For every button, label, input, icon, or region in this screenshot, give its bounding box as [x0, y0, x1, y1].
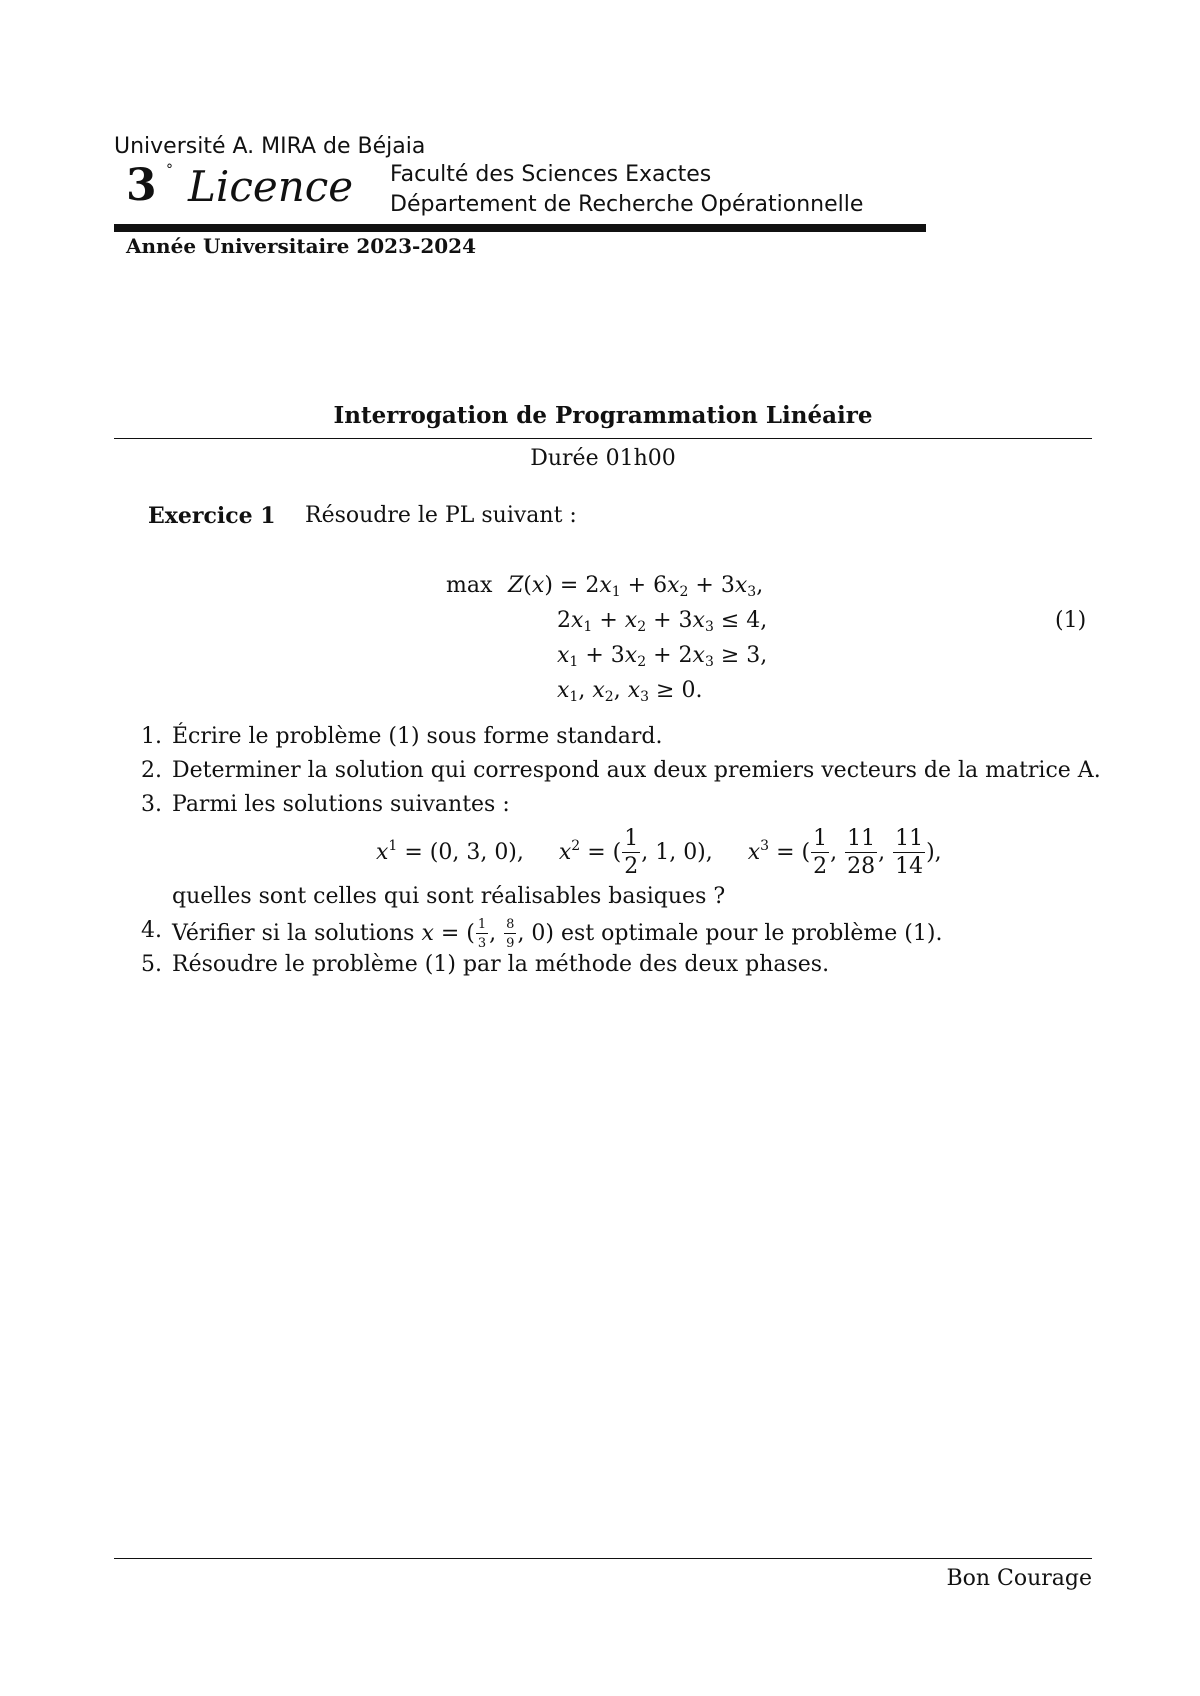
lp-max-keyword: max	[446, 573, 493, 598]
question-4-text	[172, 918, 942, 950]
header-bar	[114, 224, 926, 232]
question-2-number: 2.	[141, 758, 162, 783]
lp-constraint-1: $2x_1 + x_2 + 3x_3 \le 4$,	[557, 608, 768, 635]
question-5-number: 5.	[141, 952, 162, 977]
level-number: 3	[126, 160, 157, 211]
lp-nonnegativity: $x_1$, $x_2$, $x_3 \ge 0$.	[557, 678, 703, 705]
question-3-followup: quelles sont celles qui sont réalisables basiques ?	[172, 884, 726, 909]
academic-year: Année Universitaire 2023-2024	[126, 234, 476, 258]
candidate-solutions: $x^1 = (0$, 3, 0), $x^2$ = ( $\frac{1}{2}$ , 1, 0), $x^3$ = ( $\frac{1}{2}$ , $\frac{11}{28}$ , $\frac{11}{14}$ ),	[376, 826, 942, 879]
lp-objective: $Z(x) = 2x_1 + 6x_2 + 3x_3$,	[508, 573, 764, 600]
question-1-number: 1.	[141, 724, 162, 749]
department-name: Département de Recherche Opérationnelle	[390, 192, 864, 217]
question-4-text-before: Vérifier si la solutions	[172, 921, 415, 946]
question-4-number: 4.	[141, 918, 162, 943]
lp-constraint-2: $x_1 + 3x_2 + 2x_3 \ge 3$,	[557, 643, 768, 670]
title-rule	[114, 438, 1092, 439]
question-2-text: Determiner la solution qui correspond aux deux premiers vecteurs de la matrice A.	[172, 758, 1101, 783]
level-degree-sign: °	[166, 162, 173, 178]
question-1-text: Écrire le problème (1) sous forme standard.	[172, 724, 663, 749]
footer-rule	[114, 1558, 1092, 1559]
exercise-label: Exercice 1	[148, 503, 276, 529]
question-3-number: 3.	[141, 792, 162, 817]
question-4-text-after: est optimale pour le problème (1).	[561, 921, 943, 946]
question-3-text: Parmi les solutions suivantes :	[172, 792, 510, 817]
equation-number: (1)	[1055, 608, 1087, 633]
level-word: Licence	[188, 162, 354, 211]
exam-title: Interrogation de Programmation Linéaire	[333, 402, 873, 429]
closing-text: Bon Courage	[946, 1566, 1092, 1591]
question-4-solution: x = ( $\frac{1}{3}$ , $\frac{8}{9}$ , 0)	[421, 917, 555, 951]
exercise-statement: Résoudre le PL suivant :	[305, 503, 577, 528]
exam-duration: Durée 01h00	[530, 446, 676, 471]
faculty-name: Faculté des Sciences Exactes	[390, 162, 712, 187]
university-name: Université A. MIRA de Béjaia	[114, 134, 426, 159]
question-5-text: Résoudre le problème (1) par la méthode des deux phases.	[172, 952, 830, 977]
